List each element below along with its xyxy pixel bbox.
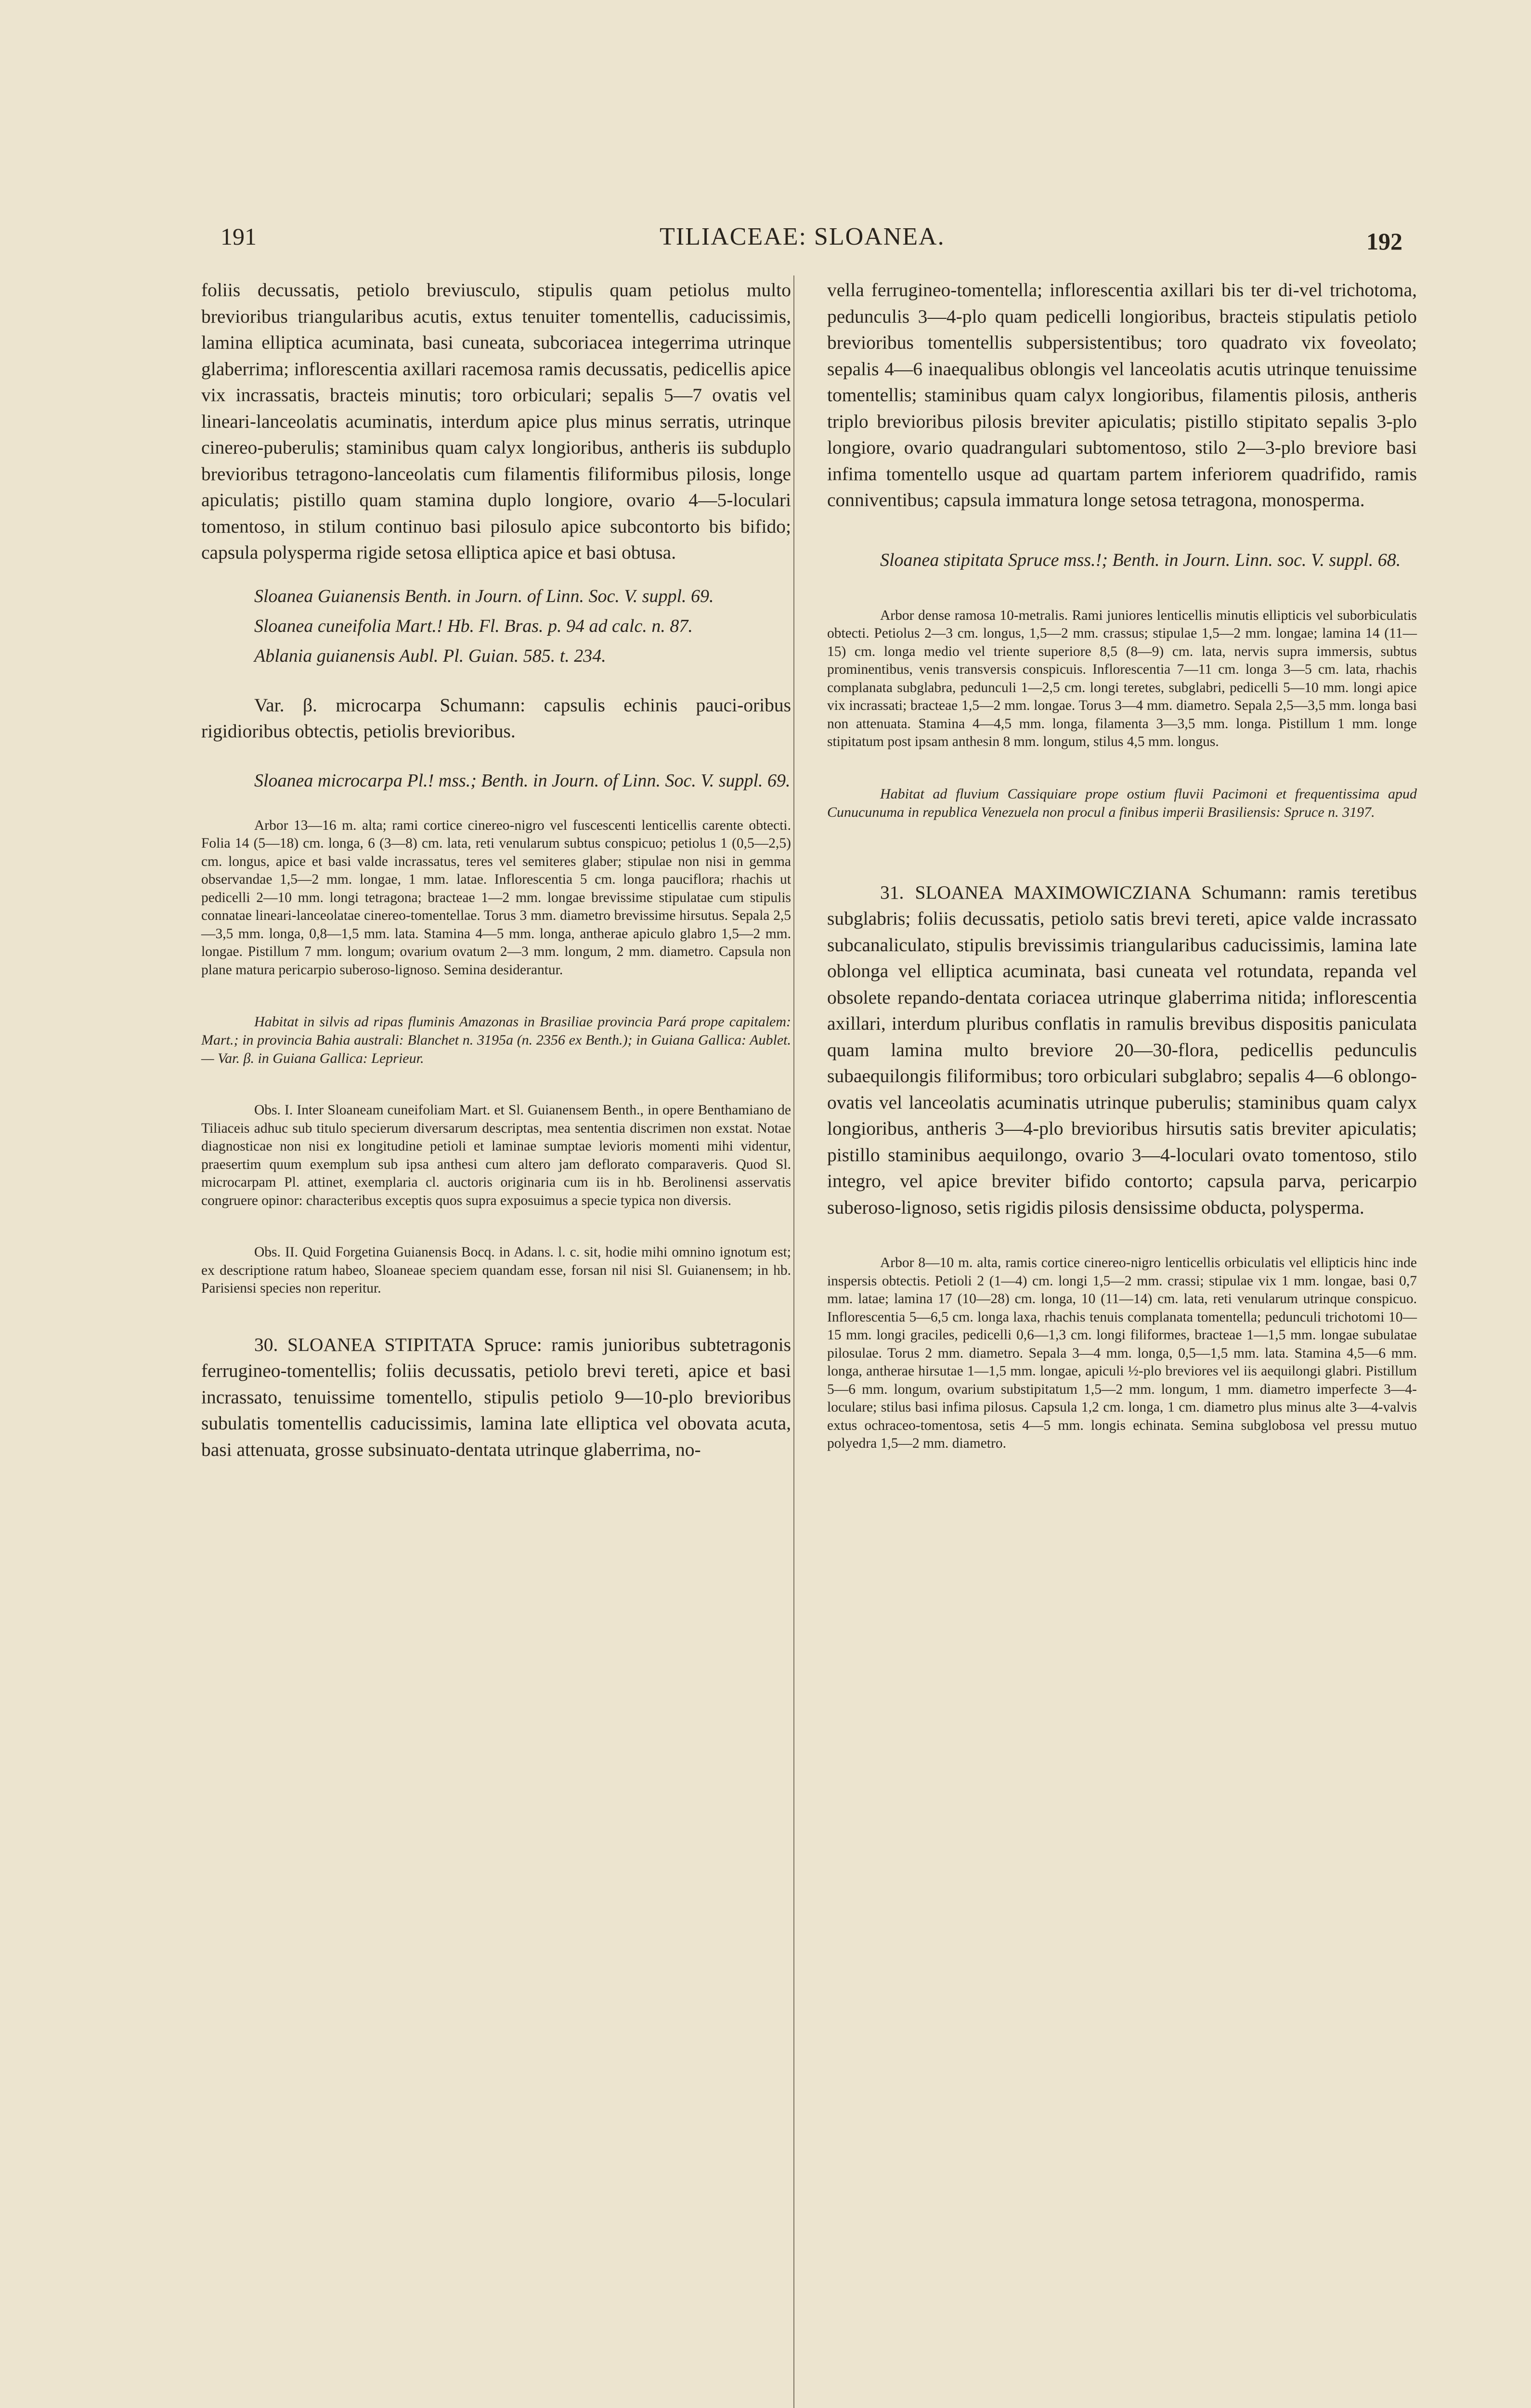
species-30-continuation: vella ferrugineo-tomentella; inflorescentia axillari bis ter di-vel trichotoma, pedunculis 3—4-plo quam pedicelli longioribus, bracteis stipulatis petiolo brevioribus tomentellis subpersistentibus; toro quadrato vix foveolato; sepalis 4—6 inaequalibus oblongis vel lanceolatis acutis utrinque tenuissime tomentellis; staminibus quam calyx longioribus, filamentis pilosis, antheris triplo brevioribus pilosis breviter apiculatis; pistillo stipitato sepalis 3-plo longiore, ovario quadrangulari subtomentoso, stilo 2—3-plo breviore basi infima tomentello usque ad quartam partem inferiorem quadrifido, ramis conniventibus; capsula immatura longe setosa tetragona, monosperma. — [827, 279, 1417, 510]
right-page-number: 192 — [1366, 228, 1402, 255]
column-divider — [793, 275, 794, 2408]
running-head: TILIACEAE: SLOANEA. — [660, 223, 945, 250]
observation-1: Obs. I. Inter Sloaneam cuneifoliam Mart. et Sl. Guianensem Benth., in opere Benthamiano de Tiliaceis adhuc sub titulo specierum diversarum descriptas, mea sententia discrimen non exstat. Notae diagnosticae non nisi ex longitudine petioli et laminae sumptae levioris momenti mihi videntur, praesertim quum exemplum sub ipsa anthesi cum altero jam deflorato comparaveris. Quod Sl. microcarpam Pl. attinet, exemplaria cl. auctoris originaria cum iis in hb. Berolinensi asservatis congruere opinor: characteribus exceptis quos supra exposuimus a specie typica non diversis. — [201, 1102, 791, 1208]
species-description: foliis decussatis, petiolo breviusculo, stipulis quam petiolus multo brevioribus triangularibus acutis, extus tenuiter tomentellis, caducissimis, lamina elliptica acuminata, basi cuneata, subcoriacea integerrima utrinque glaberrima; inflorescentia axillari racemosa ramis decussatis, pedicellis apice vix incrassatis, bracteis minutis; toro orbiculari; sepalis 5—7 ovatis vel lineari-lanceolatis acuminatis, interdum apice plus minus serratis, utrinque cinereo-puberulis; staminibus quam calyx longioribus, antheris iis subduplo brevioribus tetragono-lanceolatis cum filamentis filiformibus pilosis, longe apiculatis; pistillo quam stamina duplo longiore, ovario 4—5-loculari tomentoso, in stilum continuo basi pilosulo apice subcontorto bis bifido; capsula polysperma rigide setosa elliptica apice et basi obtusa. — [201, 279, 791, 563]
species-31-description: 31. SLOANEA MAXIMOWICZIANA Schumann: ramis teretibus subglabris; foliis decussatis, petiolo satis brevi tereti, apice valde incrassato subcanaliculato, stipulis brevissimis triangularibus caducissimis, lamina late oblonga vel elliptica acuminata, basi cuneata vel rotundata, repanda vel obsolete repando-dentata coriacea utrinque glaberrima nitida; inflorescentia axillari, interdum pluribus conflatis in ramulis brevibus dispositis paniculata quam lamina multo breviore 20—30-flora, pedicellis pedunculis subaequilongis filiformibus; toro orbiculari subglabro; sepalis 4—6 oblongo-ovatis vel lanceolatis acuminatis utrinque puberulis; staminibus quam calyx longioribus, antheris 3—4-plo brevioribus hirsutis satis breviter apiculatis; pistillo staminibus aequilongo, ovario 3—4-loculari ovato tomentoso, stilo integro, vel apice breviter bifido contorto; capsula parva, pericarpio suberoso-lignoso, setis rigidis pilosis densissime obducta, polysperma. — [827, 881, 1417, 1218]
synonym-list — [201, 583, 791, 669]
species-30-habitat: Habitat ad fluvium Cassiquiare prope ostium fluvii Pacimoni et frequentissima apud Cunucunuma in republica Venezuela non procul a finibus imperii Brasiliensis: Spruce n. 3197. — [827, 785, 1417, 820]
variety-synonym: Sloanea microcarpa Pl.! mss.; Benth. in Journ. of Linn. Soc. V. suppl. 69. — [254, 770, 791, 791]
synonym-3: Ablania guianensis Aubl. Pl. Guian. 585. t. 234. — [254, 645, 606, 666]
left-column — [201, 277, 791, 1463]
habitat: Habitat in silvis ad ripas fluminis Amazonas in Brasiliae provincia Pará prope capitalem: Mart.; in provincia Bahia australi: Blanchet n. 3195a (n. 2356 ex Benth.); in Guiana Gallica: Aublet. — Var. β. in Guiana Gallica: Leprieur. — [201, 1014, 791, 1066]
page-header — [0, 222, 1531, 261]
species-30-synonym: Sloanea stipitata Spruce mss.!; Benth. in Journ. Linn. soc. V. suppl. 68. — [880, 550, 1401, 570]
right-column — [827, 277, 1417, 1453]
left-page-number: 191 — [221, 223, 257, 250]
species-details: Arbor 13—16 m. alta; rami cortice cinereo-nigro vel fuscescenti lenticellis carente obtecti. Folia 14 (5—18) cm. longa, 6 (3—8) cm. lata, reti venularum subtus conspicuo; petiolus 1 (0,5—2,5) cm. longus, apice et basi valde incrassatus, teres vel semiteres glaber; stipulae non nisi in gemma observandae 1,5—2 mm. longae, 1 mm. latae. Inflorescentia 5 cm. longa pauciflora; rhachis ut pedicelli 2—10 mm. longi tetragona; bracteae 1—2 mm. longae brevissime stipulatae cum stipulis connatae lineari-lanceolatae cinereo-tomentellae. Torus 3 mm. diametro brevissime hirsutus. Sepala 2,5—3,5 mm. longa, 0,8—1,5 mm. lata. Stamina 4—5 mm. longa, antherae apiculo glabro 1,5—2 mm. longae. Pistillum 7 mm. longum; ovarium ovatum 2—3 mm. longum, 2 mm. diametro. Capsula non plane matura pericarpio suberoso-lignoso. Semina desiderantur. — [201, 817, 791, 978]
synonym-2: Sloanea cuneifolia Mart.! Hb. Fl. Bras. p. 94 ad calc. n. 87. — [254, 615, 693, 636]
species-30-description: 30. SLOANEA STIPITATA Spruce: ramis junioribus subtetragonis ferrugineo-tomentellis; foliis decussatis, petiolo brevi tereti, apice et basi incrassato, tenuissime tomentello, stipulis petiolo 9—10-plo brevioribus subulatis tomentellis caducissimis, lamina late elliptica vel obovata acuta, basi attenuata, grosse subsinuato-dentata utrinque glaberrima, no- — [201, 1334, 791, 1460]
species-31-details: Arbor 8—10 m. alta, ramis cortice cinereo-nigro lenticellis orbiculatis vel ellipticis hinc inde inspersis obtectis. Petioli 2 (1—4) cm. longi 1,5—2 mm. crassi; stipulae vix 1 mm. longae, basi 0,7 mm. latae; lamina 17 (10—28) cm. longa, 10 (11—14) cm. lata, reti venularum utrinque conspicuo. Inflorescentia 5—6,5 cm. longa laxa, rhachis tenuis complanata tomentella; pedunculi trichotomi 10—15 mm. longi graciles, pedicelli 0,6—1,3 cm. longi filiformes, bracteae 1—1,5 mm. longae subulatae pilosulae. Torus 2 mm. diametro. Sepala 3—4 mm. longa, 0,5—1,5 mm. lata. Stamina 4,5—6 mm. longa, antherae hirsutae 1—1,5 mm. longae, apiculi ½-plo breviores vel iis aequilongi glabri. Pistillum 5—6 mm. longum, ovarium substipitatum 1,5—2 mm. longum, 1 mm. diametro imperfecte 3—4-loculare; stilus basi infima pilosus. Capsula 1,2 cm. longa, 1 cm. diametro plus minus alte 3—4-valvis extus ochraceo-tomentosa, setis 4—5 mm. longis echinata. Semina subglobosa vel pressu mutuo polyedra 1,5—2 mm. diametro. — [827, 1255, 1417, 1451]
synonym-1: Sloanea Guianensis Benth. in Journ. of Linn. Soc. V. suppl. 69. — [254, 586, 714, 606]
species-30-details: Arbor dense ramosa 10-metralis. Rami juniores lenticellis minutis ellipticis vel suborbiculatis obtecti. Petiolus 2—3 cm. longus, 1,5—2 mm. crassus; stipulae 1,5—2 mm. longae; lamina 14 (11—15) cm. longa medio vel triente superiore 8,5 (8—9) cm. lata, nervis supra immersis, subtus prominentibus, venis transversis conspicuis. Inflorescentia 7—11 cm. longa 3—5 cm. lata, rhachis complanata subglabra, pedunculi 1—2,5 cm. longi teretes, subglabri, pedicelli 5—10 mm. longi apice vix incrassati; bracteae 1,5—2 mm. longae. Torus 3—4 mm. diametro. Sepala 2,5—3,5 mm. longa basi non attenuata. Stamina 4—4,5 mm. longa, filamenta 3—3,5 mm. longa. Pistillum 1 mm. longe stipitatum post ipsam anthesin 8 mm. longum, stilus 4,5 mm. longus. — [827, 607, 1417, 749]
observation-2: Obs. II. Quid Forgetina Guianensis Bocq. in Adans. l. c. sit, hodie mihi omnino ignotum est; ex descriptione ratum habeo, Sloaneae speciem quandam esse, forsan nil nisi Sl. Guianensem; in hb. Parisiensi species non reperitur. — [201, 1244, 791, 1296]
variety-description: Var. β. microcarpa Schumann: capsulis echinis pauci-oribus rigidioribus obtectis, petiolis brevioribus. — [201, 694, 791, 742]
